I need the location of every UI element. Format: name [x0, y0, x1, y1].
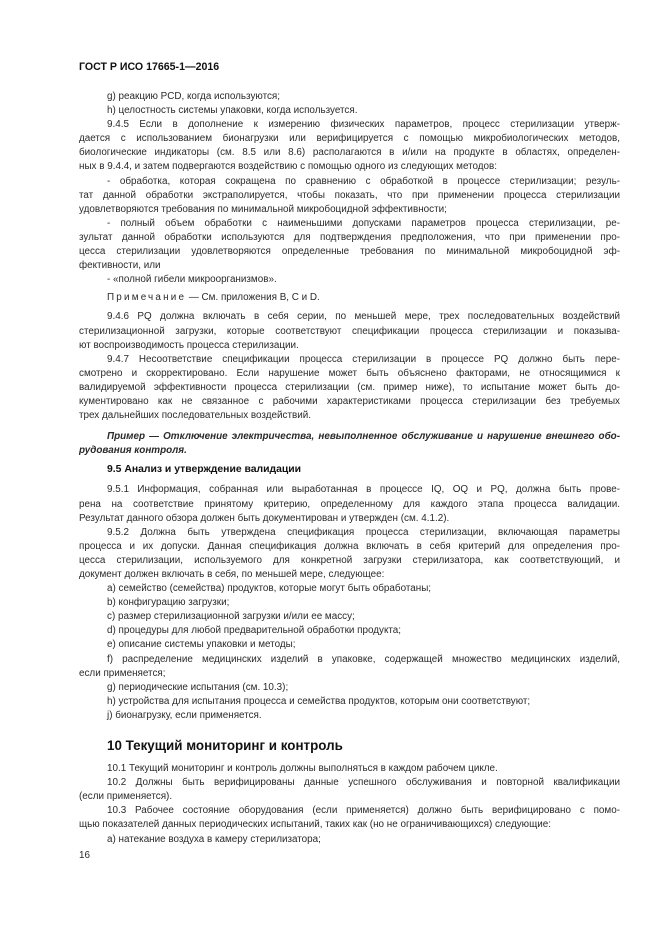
paragraph: [79, 695, 620, 709]
paragraph: [79, 833, 620, 847]
subsection-heading: 9.5 Анализ и утверждение валидации: [107, 464, 302, 476]
text-line: документ должен включать в себя, по меньшей мере, следующее:: [79, 569, 385, 580]
paragraph: [79, 762, 620, 776]
text-line: рудования контроля.: [79, 445, 187, 457]
paragraph: [79, 610, 620, 624]
text-line: - полный объем обработки с наименьшими допусками параметров процесса стерилизации, ре-: [107, 217, 620, 229]
text-line: Пример — Отключение электричества, невыполненное обслуживание и нарушение внешнего обо-: [107, 431, 620, 443]
text-line: c) размер стерилизационной загрузки и/или ее массу;: [107, 611, 355, 623]
text-line: если применяется;: [79, 667, 166, 679]
text-line: d) процедуры для любой предварительной обработки продукта;: [107, 625, 402, 637]
paragraph: [79, 638, 620, 652]
paragraph: [79, 596, 620, 610]
text-line: стерилизационной загрузки, которые соответствуют спецификации процесса стерилизации и показыва-: [79, 325, 620, 337]
text-line: h) целостность системы упаковки, когда используется.: [107, 105, 358, 117]
text-line: процесса и их допуски. Данная спецификация должна включать в себя критерий для определения про-: [79, 540, 620, 552]
text-line: тат данной обработки экстраполируется, чтобы показать, что при применении процесса стерилизации: [79, 189, 620, 201]
text-line: 9.5.1 Информация, собранная или выработанная в процессе IQ, OQ и PQ, должна быть прове-: [107, 484, 620, 496]
text-line: 9.4.6 PQ должна включать в себя серии, по меньшей мере, трех последовательных воздействий: [107, 311, 620, 323]
note-label: Примечание: [107, 292, 187, 304]
text-line: щью показателей данных периодических испытаний, таких как (но не ограничивающихся) следующие:: [79, 819, 551, 831]
text-line: рена на соответствие принятому критерию, определенному для каждого этапа процесса валидации.: [79, 498, 620, 510]
text-line: зультат данной обработки используются для подтверждения предположения, что при применении про-: [79, 231, 620, 243]
text-line: a) натекание воздуха в камеру стерилизатора;: [107, 833, 321, 845]
text-line: цесса стерилизации, используемого для конкретной загрузки стерилизатора, как соответствующий, и: [79, 554, 620, 566]
paragraph: [79, 483, 620, 525]
paragraph: [79, 582, 620, 596]
text-line: 9.5.2 Должна быть утверждена спецификация процесса стерилизации, включающая параметры: [107, 526, 620, 538]
paragraph: [79, 804, 620, 832]
text-line: g) реакцию PCD, когда используются;: [107, 91, 281, 102]
text-line: удовлетворяются требования по минимальной микробоцидной эффективности;: [79, 203, 447, 215]
text-line: Результат данного обзора должен быть документирован и утвержден (см. 4.1.2).: [79, 512, 450, 524]
document-body: [79, 90, 620, 847]
text-line: - обработка, которая сокращена по сравнению с обработкой в процессе стерилизации; резуль-: [107, 175, 620, 187]
paragraph: [79, 310, 620, 352]
text-line: валидируемой эффективности процесса стерилизации (см. пример ниже), то испытание может быть до-: [79, 381, 620, 393]
text-line: b) конфигурацию загрузки;: [107, 597, 230, 609]
text-line: 10.3 Рабочее состояние оборудования (если применяется) должно быть верифицировано с помо-: [107, 805, 620, 817]
note: [79, 291, 620, 305]
text-line: (если применяется).: [79, 791, 173, 803]
page-number: 16: [79, 850, 90, 861]
document-header: ГОСТ Р ИСО 17665-1—2016: [79, 61, 220, 73]
example: [79, 430, 620, 458]
paragraph: [79, 217, 620, 273]
paragraph: [79, 653, 620, 681]
text-line: g) периодические испытания (см. 10.3);: [107, 681, 289, 693]
text-line: - «полной гибели микроорганизмов».: [107, 274, 277, 286]
paragraph: [79, 175, 620, 217]
paragraph: [79, 709, 620, 723]
paragraph: [79, 624, 620, 638]
text-line: фективности, или: [79, 260, 161, 272]
paragraph: [79, 118, 620, 174]
text-line: ных в 9.4.4, и затем подвергаются воздействию с помощью одного из следующих методов:: [79, 161, 498, 173]
text-line: ют воспроизводимость процесса стерилизации.: [79, 339, 299, 351]
section-heading: 10 Текущий мониторинг и контроль: [107, 738, 343, 754]
text-line: дается с использованием бионагрузки или верифицируется с помощью микробиологических методов,: [79, 133, 620, 145]
text-line: кументировано как не связанное с рабочими характеристиками процесса стерилизации без требуемых: [79, 395, 620, 407]
note-text: — См. приложения B, C и D.: [186, 292, 320, 304]
paragraph: [79, 681, 620, 695]
text-line: 9.4.5 Если в дополнение к измерению физических параметров, процесс стерилизации утверж-: [107, 119, 620, 131]
text-line: цесса стерилизации удовлетворяются определенные требования по минимальной микробоцидной эф-: [79, 246, 620, 258]
text-line: 9.4.7 Несоответствие спецификации процесса стерилизации в процессе PQ должно быть пере-: [107, 353, 620, 365]
text-line: 10.1 Текущий мониторинг и контроль должны выполняться в каждом рабочем цикле.: [107, 763, 498, 775]
paragraph: [79, 273, 620, 287]
text-line: трех дальнейших последовательных воздействий.: [79, 410, 311, 422]
text-line: f) распределение медицинских изделий в упаковке, содержащей множество медицинских изделий,: [107, 653, 620, 665]
text-line: j) бионагрузку, если применяется.: [107, 709, 262, 721]
paragraph: [79, 90, 620, 104]
text-line: h) устройства для испытания процесса и семейства продуктов, которым они соответствуют;: [107, 695, 531, 707]
paragraph: [79, 104, 620, 118]
text-line: смотрено и скорректировано. Если нарушение может быть объяснено факторами, не относящимися к: [79, 367, 620, 379]
text-line: e) описание системы упаковки и методы;: [107, 639, 296, 651]
paragraph: [79, 353, 620, 423]
text-line: a) семейство (семейства) продуктов, которые могут быть обработаны;: [107, 583, 432, 595]
paragraph: [79, 776, 620, 804]
paragraph: [79, 526, 620, 582]
text-line: биологические индикаторы (см. 8.5 или 8.6) располагаются в и/или на продукте в областях, определен-: [79, 147, 620, 159]
text-line: 10.2 Должны быть верифицированы данные успешного обслуживания и повторной квалификации: [107, 777, 620, 789]
